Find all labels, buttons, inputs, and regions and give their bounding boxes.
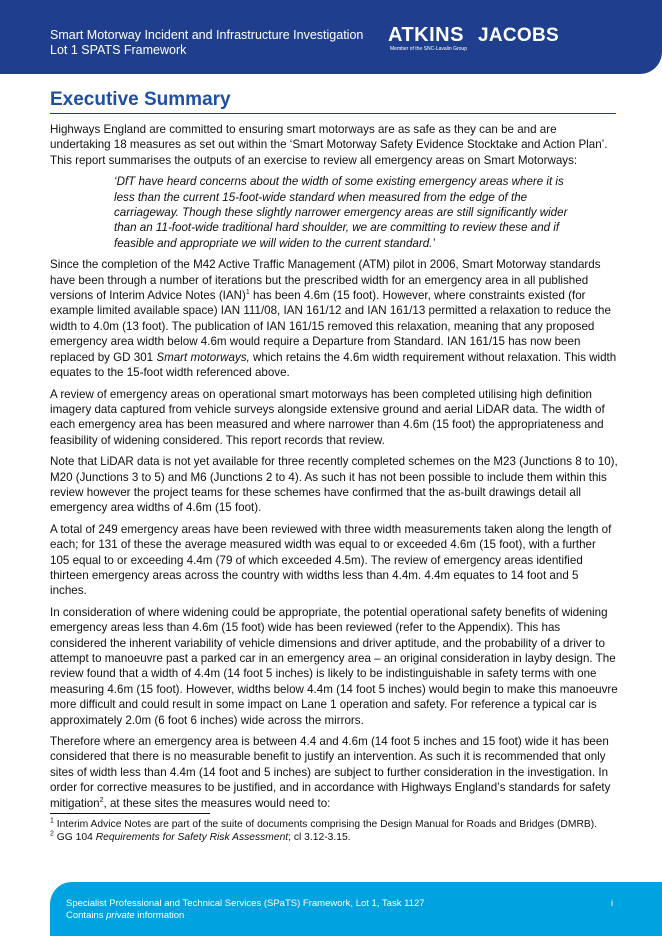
header-line-2: Lot 1 SPATS Framework	[50, 43, 187, 57]
dft-quote: ‘DfT have heard concerns about the width of some existing emergency areas where it is less than the current 15-foot-wide standard when measured from the edge of the carriageway. Though these slightly narrower emergency areas are still significantly wider than an 11-foot-wide traditional hard shoulder, we are committing to review these and if feasible and appropriate we will widen to the current standard.’	[114, 175, 568, 250]
footnote-1	[50, 818, 618, 831]
paragraph-5: A total of 249 emergency areas have been reviewed with three width measurements taken along the length of each; for 131 of these the average measured width was equal to or exceeded 4.6m (15 foot), with a further 105 equal to or exceeding 4.4m (79 of which exceeded 4.5m). The review of emergency areas identified thirteen emergency areas across the country with widths less than 4.4m. 4.4m equates to 14 foot and 5 inches.	[50, 522, 612, 598]
paragraph-7	[50, 734, 618, 811]
footnote-2-number: 2	[50, 830, 54, 838]
footnote-2-italic: Requirements for Safety Risk Assessment	[95, 832, 289, 844]
page-title: Executive Summary	[50, 89, 616, 114]
atkins-logo: ATKINS	[388, 24, 464, 46]
footnote-divider	[50, 813, 210, 814]
paragraph-1: Highways England are committed to ensuring smart motorways are as safe as they can be and are undertaking 18 measures as set out within the ‘Smart Motorway Safety Evidence Stocktake and Action Plan’. This report summarises the outputs of an exercise to review all emergency areas on Smart Motorways:	[50, 123, 608, 167]
paragraph-7-text-a: Therefore where an emergency area is between 4.4 and 4.6m (14 foot 5 inches and 15 foot) wide it has been considered that there is no measurable benefit to justify an intervention. As such it is recommended that only sites of width less than 4.4m (14 foot and 5 inches) are subject to further consideration in the investigation. In order for corrective measures to be justified, and in accordance with Highways England’s standards for safety mitigation	[50, 735, 611, 810]
paragraph-2	[50, 257, 618, 380]
document-body	[50, 122, 618, 817]
page-header	[0, 0, 662, 74]
page-number: i	[611, 898, 614, 909]
atkins-logo-subtitle: Member of the SNC-Lavalin Group	[390, 46, 467, 52]
footer-line-2-pre: Contains	[66, 910, 107, 921]
footer-line-2	[66, 910, 425, 922]
page-footer	[50, 882, 662, 936]
footnote-2-post: ; cl 3.12-3.15.	[288, 832, 351, 844]
header-line-1: Smart Motorway Incident and Infrastructure Investigation	[50, 28, 364, 42]
footnote-ref-2: 2	[99, 796, 104, 804]
footer-line-2-italic: private	[106, 910, 135, 921]
header-title	[50, 28, 363, 58]
paragraph-2-text-c: which retains the 4.6m width requirement without relaxation. This width equates to the 15-foot width referenced above.	[50, 350, 617, 380]
jacobs-logo: JACOBS	[478, 25, 559, 46]
paragraph-7-text-b: , at these sites the measures would need to:	[103, 796, 331, 810]
paragraph-3: A review of emergency areas on operational smart motorways has been completed utilising high definition imagery data captured from vehicle surveys alongside extensive ground and aerial LiDAR data. The width of each emergency area has been measured and where narrower than 4.6m (15 foot) the appropriateness and feasibility of widening considered. This report records that review.	[50, 387, 605, 447]
footer-line-2-post: information	[134, 910, 185, 921]
footnote-2	[50, 831, 618, 844]
footnote-2-pre: GG 104	[53, 832, 96, 844]
paragraph-6: In consideration of where widening could be appropriate, the potential operational safety benefits of widening emergency areas less than 4.6m (15 foot) wide has been reviewed (refer to the Appendix). This has considered the inherent variability of vehicle dimensions and driver aptitude, and the probability of a driver to attempt to manoeuvre past a parked car in an emergency area – an original consideration in layby design. The review found that a width of 4.4m (14 foot 5 inches) is likely to be indistinguishable in safety terms with one measuring 4.6m (15 foot). However, widths below 4.4m (14 foot 5 inches) would begin to make this manoeuvre more difficult and could result in some impact on Lane 1 operation and safety. For reference a typical car is approximately 2.0m (6 foot 6 inches) wide across the mirrors.	[50, 605, 618, 727]
paragraph-2-italic: Smart motorways,	[156, 350, 250, 364]
footnotes	[50, 818, 618, 844]
footnote-ref-1: 1	[245, 289, 250, 297]
paragraph-4: Note that LiDAR data is not yet available for three recently completed schemes on the M23 (Junctions 8 to 10), M20 (Junctions 3 to 5) and M6 (Junctions 2 to 4). As such it has not been possible to include them within this review however the project teams for these schemes have confirmed that the as-built drawings detail all emergency area widths of 4.6m (15 foot).	[50, 455, 618, 515]
footer-text	[66, 898, 425, 922]
footnote-1-number: 1	[50, 817, 54, 825]
paragraph-2-text-a: Since the completion of the M42 Active Traffic Management (ATM) pilot in 2006, Smart Motorway standards have been through a number of iterations but the prescribed width for an emergency area in all published versions of Interim Advice Notes (IAN)	[50, 258, 601, 303]
footer-line-1: Specialist Professional and Technical Services (SPaTS) Framework, Lot 1, Task 1127	[66, 898, 425, 909]
paragraph-2-text-b: has been 4.6m (15 foot). However, where constraints existed (for example limited available space) IAN 111/08, IAN 161/12 and IAN 161/13 permitted a relaxation to reduce the width to 4.0m (13 foot). The publication of IAN 161/15 removed this relaxation, meaning that any proposed emergency area width below 4.6m would require a Departure from Standard. IAN 161/15 has now been replaced by GD 301	[50, 289, 611, 364]
footnote-1-text: Interim Advice Notes are part of the suite of documents comprising the Design Manual for Roads and Bridges (DMRB).	[53, 819, 598, 830]
